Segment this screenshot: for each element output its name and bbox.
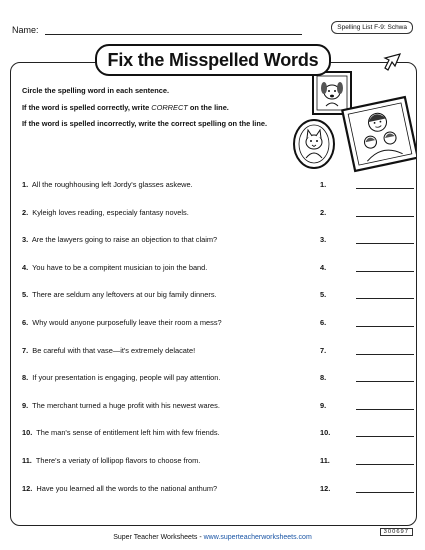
- question-text[interactable]: Be careful with that vase—it's extremely delacate!: [32, 345, 196, 355]
- question-number: 10.: [22, 428, 33, 438]
- question-number: 6.: [22, 317, 29, 327]
- question-row: [22, 484, 412, 512]
- question-number: 8.: [22, 373, 29, 383]
- instruction-2: If the word is spelled correctly, write CORRECT on the line.: [22, 102, 229, 112]
- answer-number: 12.: [320, 483, 331, 493]
- question-row: [22, 263, 412, 291]
- answer-number: 11.: [320, 455, 330, 465]
- question-text[interactable]: There are seldum any leftovers at our big family dinners.: [32, 290, 217, 300]
- question-number: 5.: [22, 290, 29, 300]
- question-row: [22, 373, 412, 401]
- answer-number: 3.: [320, 235, 327, 245]
- question-text[interactable]: Have you learned all the words to the national anthum?: [36, 483, 218, 493]
- question-number: 11.: [22, 455, 32, 465]
- instructions: [22, 86, 282, 136]
- question-text[interactable]: Are the lawyers going to raise an objection to that claim?: [31, 235, 218, 245]
- question-text[interactable]: You have to be a compitent musician to join the band.: [32, 262, 208, 272]
- question-row: [22, 456, 412, 484]
- instruction-1: Circle the spelling word in each sentence.: [22, 86, 170, 95]
- question-number: 9.: [22, 400, 29, 410]
- answer-number: 4.: [320, 262, 327, 272]
- name-field-row: [12, 24, 302, 35]
- answer-number: 2.: [320, 207, 327, 217]
- answer-number: 1.: [320, 180, 327, 189]
- footer-url-link[interactable]: www.superteacherworksheets.com: [203, 534, 312, 541]
- instruction-3: If the word is spelled incorrectly, write the correct spelling on the line.: [22, 119, 268, 129]
- answer-line[interactable]: [356, 464, 414, 465]
- question-row: [22, 318, 412, 346]
- answer-number: 8.: [320, 373, 327, 383]
- question-text[interactable]: Kyleigh loves reading, especialy fantasy novels.: [32, 207, 189, 217]
- question-row: [22, 346, 412, 374]
- worksheet-code: 300697: [380, 528, 413, 536]
- answer-line[interactable]: [356, 298, 414, 299]
- worksheet-title: Fix the Misspelled Words: [95, 44, 331, 76]
- question-number: 4.: [22, 262, 29, 272]
- footer-brand: Super Teacher Worksheets -: [113, 534, 204, 541]
- answer-number: 5.: [320, 290, 327, 300]
- question-row: [22, 235, 412, 263]
- answer-number: 9.: [320, 400, 327, 410]
- question-text[interactable]: The man's sense of entitlement left him with few friends.: [36, 428, 220, 438]
- question-number: 3.: [22, 235, 29, 245]
- answer-line[interactable]: [356, 243, 414, 244]
- answer-line[interactable]: [356, 326, 414, 327]
- question-text[interactable]: The merchant turned a huge profit with his newest wares.: [32, 400, 220, 410]
- question-text[interactable]: Why would anyone purposefully leave their room a mess?: [32, 317, 222, 327]
- footer: [0, 534, 425, 541]
- question-row: [22, 208, 412, 236]
- answer-line[interactable]: [356, 354, 414, 355]
- answer-line[interactable]: [356, 436, 414, 437]
- question-row: [22, 401, 412, 429]
- question-text[interactable]: If your presentation is engaging, people will pay attention.: [32, 373, 221, 383]
- question-row: [22, 290, 412, 318]
- answer-number: 6.: [320, 317, 327, 327]
- question-text[interactable]: There's a veriaty of lollipop flavors to choose from.: [35, 455, 201, 465]
- answer-line[interactable]: [356, 381, 414, 382]
- question-number: 2.: [22, 207, 29, 217]
- name-input-line[interactable]: [45, 24, 302, 35]
- answer-line[interactable]: [356, 188, 414, 189]
- answer-line[interactable]: [356, 492, 414, 493]
- spelling-list-tag: Spelling List F-9: Schwa: [331, 21, 413, 34]
- arrow-icon: [385, 54, 400, 70]
- question-row: [22, 428, 412, 456]
- question-row: [22, 180, 412, 208]
- question-number: 1.: [22, 180, 29, 189]
- answer-number: 10.: [320, 428, 331, 438]
- question-list: [22, 180, 412, 511]
- name-label: Name:: [12, 25, 39, 35]
- question-text[interactable]: All the roughhousing left Jordy's glasses askewe.: [31, 180, 193, 189]
- answer-line[interactable]: [356, 271, 414, 272]
- answer-line[interactable]: [356, 409, 414, 410]
- answer-number: 7.: [320, 345, 327, 355]
- question-number: 12.: [22, 483, 33, 493]
- answer-line[interactable]: [356, 216, 414, 217]
- question-number: 7.: [22, 345, 29, 355]
